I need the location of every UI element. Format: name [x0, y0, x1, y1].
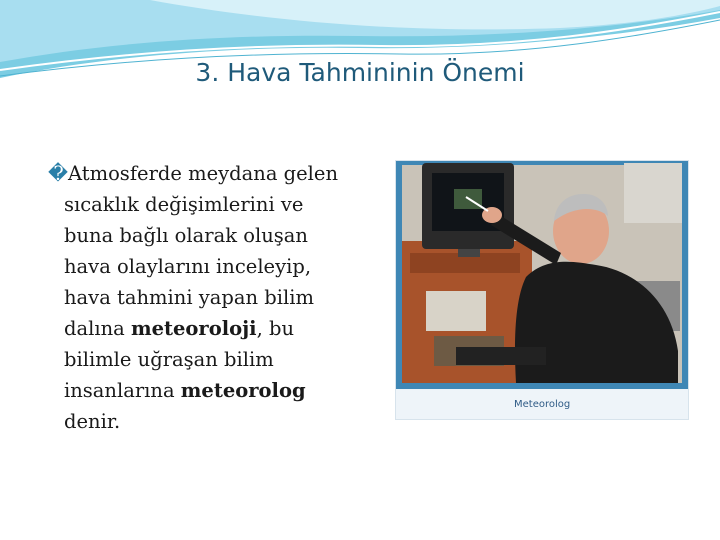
- paragraph-line: bilimle uğraşan bilim: [64, 348, 274, 371]
- paragraph-line: dalına meteoroloji, bu: [64, 317, 295, 340]
- paragraph-line: denir.: [64, 410, 121, 433]
- paragraph-line: hava tahmini yapan bilim: [64, 286, 314, 309]
- body-paragraph: [48, 158, 388, 437]
- meteorologist-photo: [396, 161, 688, 389]
- meteorologist-photo-frame: [395, 160, 689, 420]
- photo-caption: Meteorolog: [514, 399, 571, 410]
- slide-title: 3. Hava Tahmininin Önemi: [195, 58, 525, 87]
- paragraph-line: hava olaylarını inceleyip,: [64, 255, 312, 278]
- paragraph-line: insanlarına meteorolog: [64, 379, 306, 402]
- bullet-icon: �: [48, 162, 68, 185]
- paragraph-line: buna bağlı olarak oluşan: [64, 224, 308, 247]
- term-meteorolog: meteorolog: [180, 379, 306, 402]
- paragraph-line: �Atmosferde meydana gelen: [48, 162, 339, 185]
- term-meteoroloji: meteoroloji: [130, 317, 257, 340]
- paragraph-line: sıcaklık değişimlerini ve: [64, 193, 304, 216]
